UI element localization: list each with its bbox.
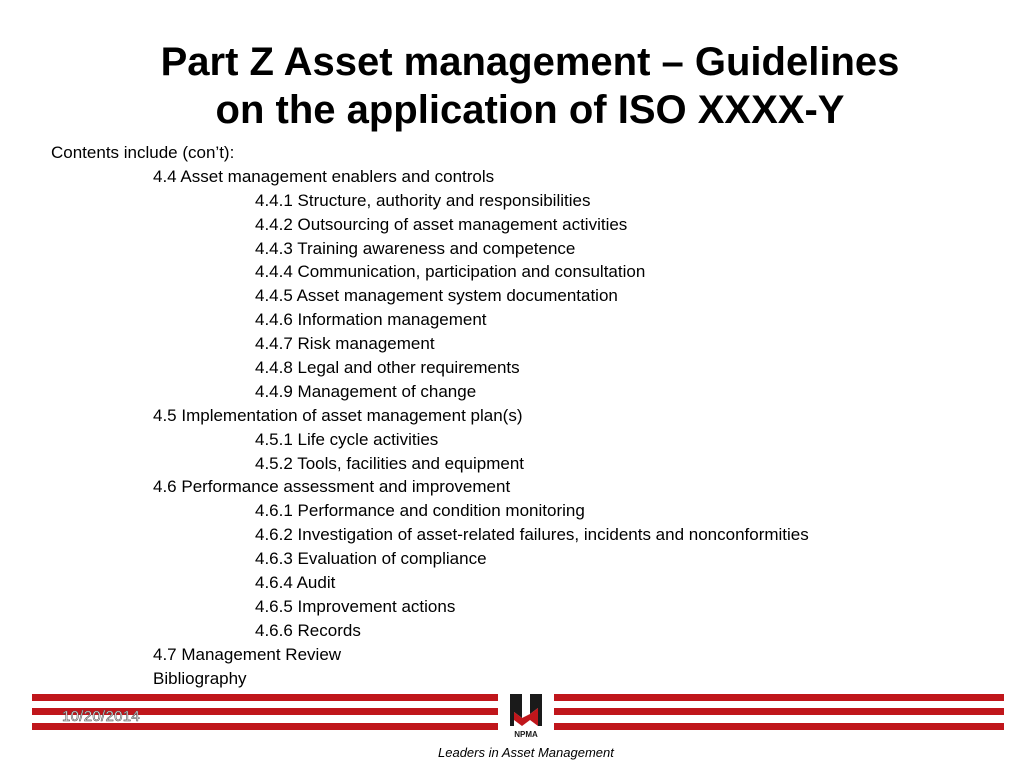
contents-heading: Contents include (con’t):: [51, 143, 235, 162]
footer-stripes-right: [554, 694, 1004, 730]
contents-subsection: 4.4.1 Structure, authority and responsibilities: [255, 190, 591, 210]
contents-subsection: 4.5.1 Life cycle activities: [255, 429, 439, 449]
npma-logo: [500, 692, 552, 740]
footer-date: 10/20/2014: [62, 708, 141, 725]
contents-subsection: 4.4.7 Risk management: [255, 334, 435, 354]
contents-section: 4.5 Implementation of asset management plan(s): [153, 405, 523, 425]
slide-title-line-2: on the application of ISO XXXX-Y: [215, 88, 845, 132]
contents-subsection: 4.4.5 Asset management system documentation: [255, 286, 618, 306]
contents-subsection: 4.4.8 Legal and other requirements: [255, 358, 520, 378]
contents-subsection: 4.4.6 Information management: [255, 310, 487, 330]
contents-subsection: 4.6.2 Investigation of asset-related failures, incidents and nonconformities: [255, 525, 809, 545]
contents-subsection: 4.4.9 Management of change: [255, 381, 477, 401]
contents-section: 4.6 Performance assessment and improvement: [153, 477, 511, 497]
contents-subsection: 4.6.1 Performance and condition monitoring: [255, 501, 585, 521]
contents-section: 4.7 Management Review: [153, 644, 342, 664]
footer-tagline: Leaders in Asset Management: [438, 745, 614, 760]
slide-title: [0, 38, 1024, 134]
contents-subsection: 4.6.6 Records: [255, 620, 361, 640]
contents-subsection: 4.6.4 Audit: [255, 573, 336, 593]
contents-list: [51, 141, 1011, 690]
npma-logo-text: NPMA: [514, 730, 538, 739]
contents-subsection: 4.6.5 Improvement actions: [255, 596, 456, 616]
contents-subsection: 4.4.4 Communication, participation and consultation: [255, 262, 646, 282]
contents-section: Bibliography: [153, 668, 247, 688]
contents-subsection: 4.5.2 Tools, facilities and equipment: [255, 453, 525, 473]
contents-subsection: 4.4.3 Training awareness and competence: [255, 238, 576, 258]
slide-title-line-1: Part Z Asset management – Guidelines: [160, 40, 900, 84]
contents-section: 4.4 Asset management enablers and controls: [153, 166, 495, 186]
contents-subsection: 4.4.2 Outsourcing of asset management activities: [255, 214, 628, 234]
contents-subsection: 4.6.3 Evaluation of compliance: [255, 549, 487, 569]
